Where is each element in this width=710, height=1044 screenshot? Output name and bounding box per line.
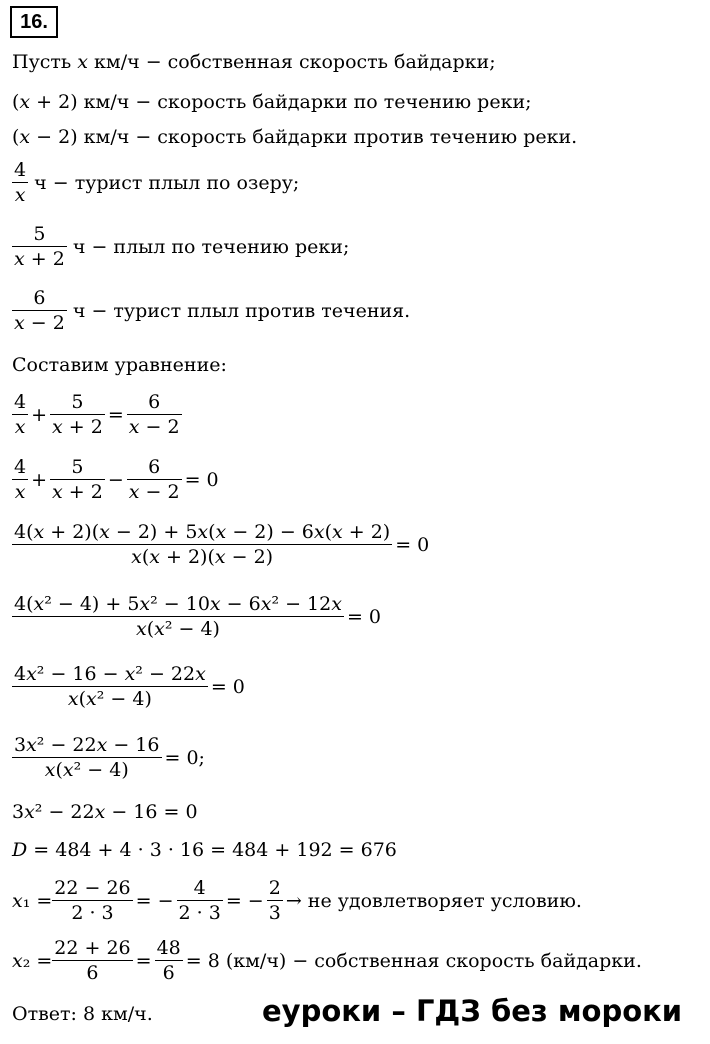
- text-line-3: (𝑥 − 2) км/ч − скорость байдарки против течению реки.: [12, 126, 578, 148]
- line-lake-time: $\frac{4}{\text{𝑥}}$ ч − турист плыл по озеру;: [14, 159, 300, 206]
- text-line-2: (𝑥 + 2) км/ч − скорость байдарки по течению реки;: [12, 91, 532, 113]
- equation-discriminant: 𝐷 = 484 + 4 · 3 · 16 = 484 + 192 = 676: [12, 839, 397, 861]
- equation-root-2: 𝑥₂ = $\frac{22 + 26}{6}$ = $\frac{48}{6}$ = 8 (км/ч) − собственная скорость байдарки.: [12, 937, 642, 984]
- fraction: $\frac{5}{\text{𝑥 + 2}}$: [14, 223, 65, 270]
- brand-watermark: еуроки – ГДЗ без мороки: [262, 994, 683, 1028]
- equation-6: $\frac{\text{3𝑥² − 22𝑥 − 16}}{\text{𝑥(𝑥² − 4)}}$ = 0;: [14, 734, 205, 781]
- task-number-badge: 16.: [10, 6, 58, 38]
- fraction: $\frac{4}{\text{𝑥}}$: [14, 159, 27, 206]
- text-line-1: Пусть 𝑥 км/ч − собственная скорость байдарки;: [12, 51, 496, 73]
- line-downstream-time: $\frac{5}{\text{𝑥 + 2}}$ ч − плыл по течению реки;: [14, 223, 350, 270]
- fraction: $\frac{6}{\text{𝑥 − 2}}$: [14, 287, 65, 334]
- equation-3: $\frac{\text{4(𝑥 + 2)(𝑥 − 2) + 5𝑥(𝑥 − 2) − 6𝑥(𝑥 + 2)}}{\text{𝑥(𝑥 + 2)(𝑥 − 2)}}$ = 0: [14, 521, 430, 568]
- equation-1: $\frac{4}{\text{𝑥}}$ + $\frac{5}{\text{𝑥 + 2}}$ = $\frac{6}{\text{𝑥 − 2}}$: [14, 391, 180, 438]
- answer-line: Ответ: 8 км/ч.: [12, 1003, 153, 1025]
- text-line-equation-intro: Составим уравнение:: [12, 354, 227, 376]
- equation-5: $\frac{\text{4𝑥² − 16 − 𝑥² − 22𝑥}}{\text{𝑥(𝑥² − 4)}}$ = 0: [14, 663, 245, 710]
- equation-root-1: 𝑥₁ = $\frac{22 - 26}{2 \cdot 3}$ = − $\frac{4}{2 \cdot 3}$ = − $\frac{2}{3}$ → не удовлетворяет условию.: [12, 877, 582, 924]
- equation-2: $\frac{4}{\text{𝑥}}$ + $\frac{5}{\text{𝑥 + 2}}$ − $\frac{6}{\text{𝑥 − 2}}$ = 0: [14, 456, 219, 503]
- line-upstream-time: $\frac{6}{\text{𝑥 − 2}}$ ч − турист плыл против течения.: [14, 287, 411, 334]
- equation-7: 3𝑥² − 22𝑥 − 16 = 0: [12, 801, 198, 823]
- equation-4: $\frac{\text{4(𝑥² − 4) + 5𝑥² − 10𝑥 − 6𝑥² − 12𝑥}}{\text{𝑥(𝑥² − 4)}}$ = 0: [14, 593, 382, 640]
